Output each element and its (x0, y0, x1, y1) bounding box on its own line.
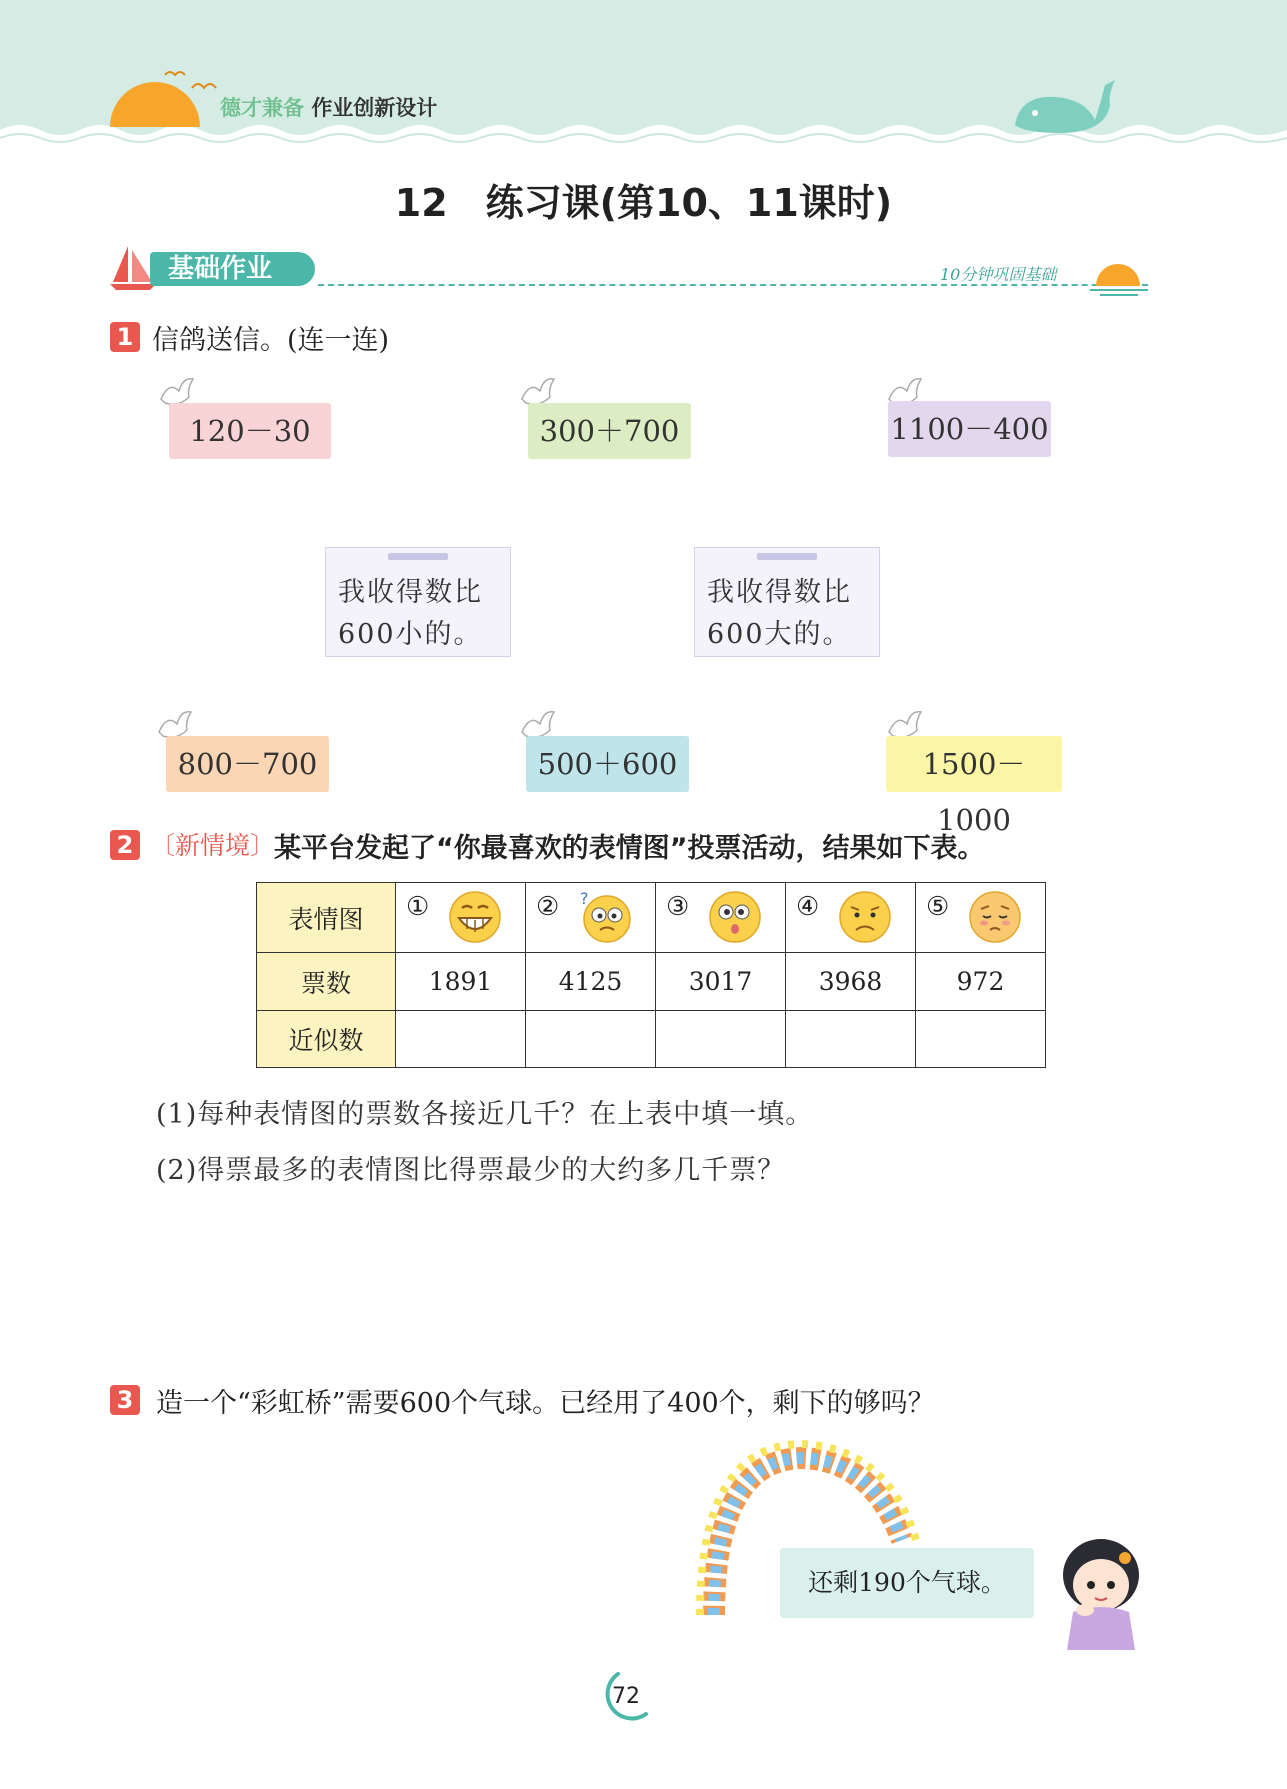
question-number: 3 (110, 1385, 140, 1415)
question-number: 2 (110, 830, 140, 860)
expression-card[interactable]: 500＋600 (526, 736, 689, 792)
vote-table (256, 882, 1046, 1068)
row-label: 票数 (257, 953, 396, 1011)
sun-icon (105, 65, 205, 127)
question-text: 某平台发起了“你最喜欢的表情图”投票活动，结果如下表。 (274, 833, 985, 864)
svg-text:?: ? (580, 889, 589, 908)
mailbox-text-line1: 我收得数比 (338, 577, 483, 608)
vote-count: 972 (916, 953, 1046, 1011)
page-number: 72 (612, 1684, 640, 1709)
vote-count: 1891 (396, 953, 526, 1011)
section-label: 基础作业 (150, 252, 315, 286)
answer-area[interactable] (110, 1430, 670, 1630)
expression-card[interactable]: 1100－400 (888, 401, 1051, 457)
emoji-number: ③ (666, 891, 690, 922)
emoji-number: ⑤ (926, 891, 950, 922)
expression-card[interactable]: 120－30 (169, 403, 331, 459)
mailbox-text-line2: 600大的。 (707, 619, 852, 650)
approx-answer-cell[interactable] (526, 1011, 656, 1068)
girl-character-icon (1055, 1530, 1147, 1652)
brand-logo-text (220, 92, 437, 122)
mailbox-text-line2: 600小的。 (338, 619, 483, 650)
confused-face-icon (578, 890, 632, 944)
row-label: 表情图 (257, 883, 396, 953)
bird-icon (190, 78, 220, 96)
question-text: 信鸽送信。(连一连) (152, 325, 390, 356)
emoji-number: ② (536, 891, 560, 922)
expression-card[interactable]: 800－700 (166, 736, 329, 792)
section-tip: 10分钟巩固基础 (940, 265, 1057, 284)
brand-dark-text: 作业创新设计 (311, 96, 438, 120)
sub-question-2: (2)得票最多的表情图比得票最少的大约多几千票？ (156, 1155, 786, 1186)
approx-answer-cell[interactable] (656, 1011, 786, 1068)
vote-count: 4125 (526, 953, 656, 1011)
approx-answer-cell[interactable] (396, 1011, 526, 1068)
question-number: 1 (110, 322, 140, 352)
sad-face-icon (838, 890, 892, 944)
question-tag: 〔新情境〕 (150, 831, 276, 860)
speech-bubble: 还剩190个气球。 (780, 1548, 1034, 1618)
brand-green-text: 德才兼备 (220, 96, 304, 120)
approx-answer-cell[interactable] (786, 1011, 916, 1068)
approx-answer-cell[interactable] (916, 1011, 1046, 1068)
vote-count: 3968 (786, 953, 916, 1011)
surprised-face-icon (708, 890, 762, 944)
expression-card[interactable]: 300＋700 (528, 403, 691, 459)
answer-area[interactable] (156, 1190, 1056, 1360)
whale-icon (1010, 75, 1115, 135)
mailbox[interactable] (325, 547, 511, 657)
worried-face-icon (968, 890, 1022, 944)
emoji-number: ④ (796, 891, 820, 922)
emoji-number: ① (406, 891, 430, 922)
page-title: 12 练习课(第10、11课时) (394, 181, 893, 225)
grin-face-icon (448, 890, 502, 944)
mailbox-slot (757, 553, 817, 560)
mailbox-text-line1: 我收得数比 (707, 577, 852, 608)
mailbox[interactable] (694, 547, 880, 657)
sunset-icon (1090, 252, 1148, 298)
sub-question-1: (1)每种表情图的票数各接近几千？在上表中填一填。 (156, 1099, 814, 1130)
question-text: 造一个“彩虹桥”需要600个气球。已经用了400个，剩下的够吗？ (156, 1388, 935, 1419)
mailbox-slot (388, 553, 448, 560)
row-label: 近似数 (257, 1011, 396, 1068)
expression-card[interactable]: 1500－1000 (886, 736, 1062, 792)
vote-count: 3017 (656, 953, 786, 1011)
